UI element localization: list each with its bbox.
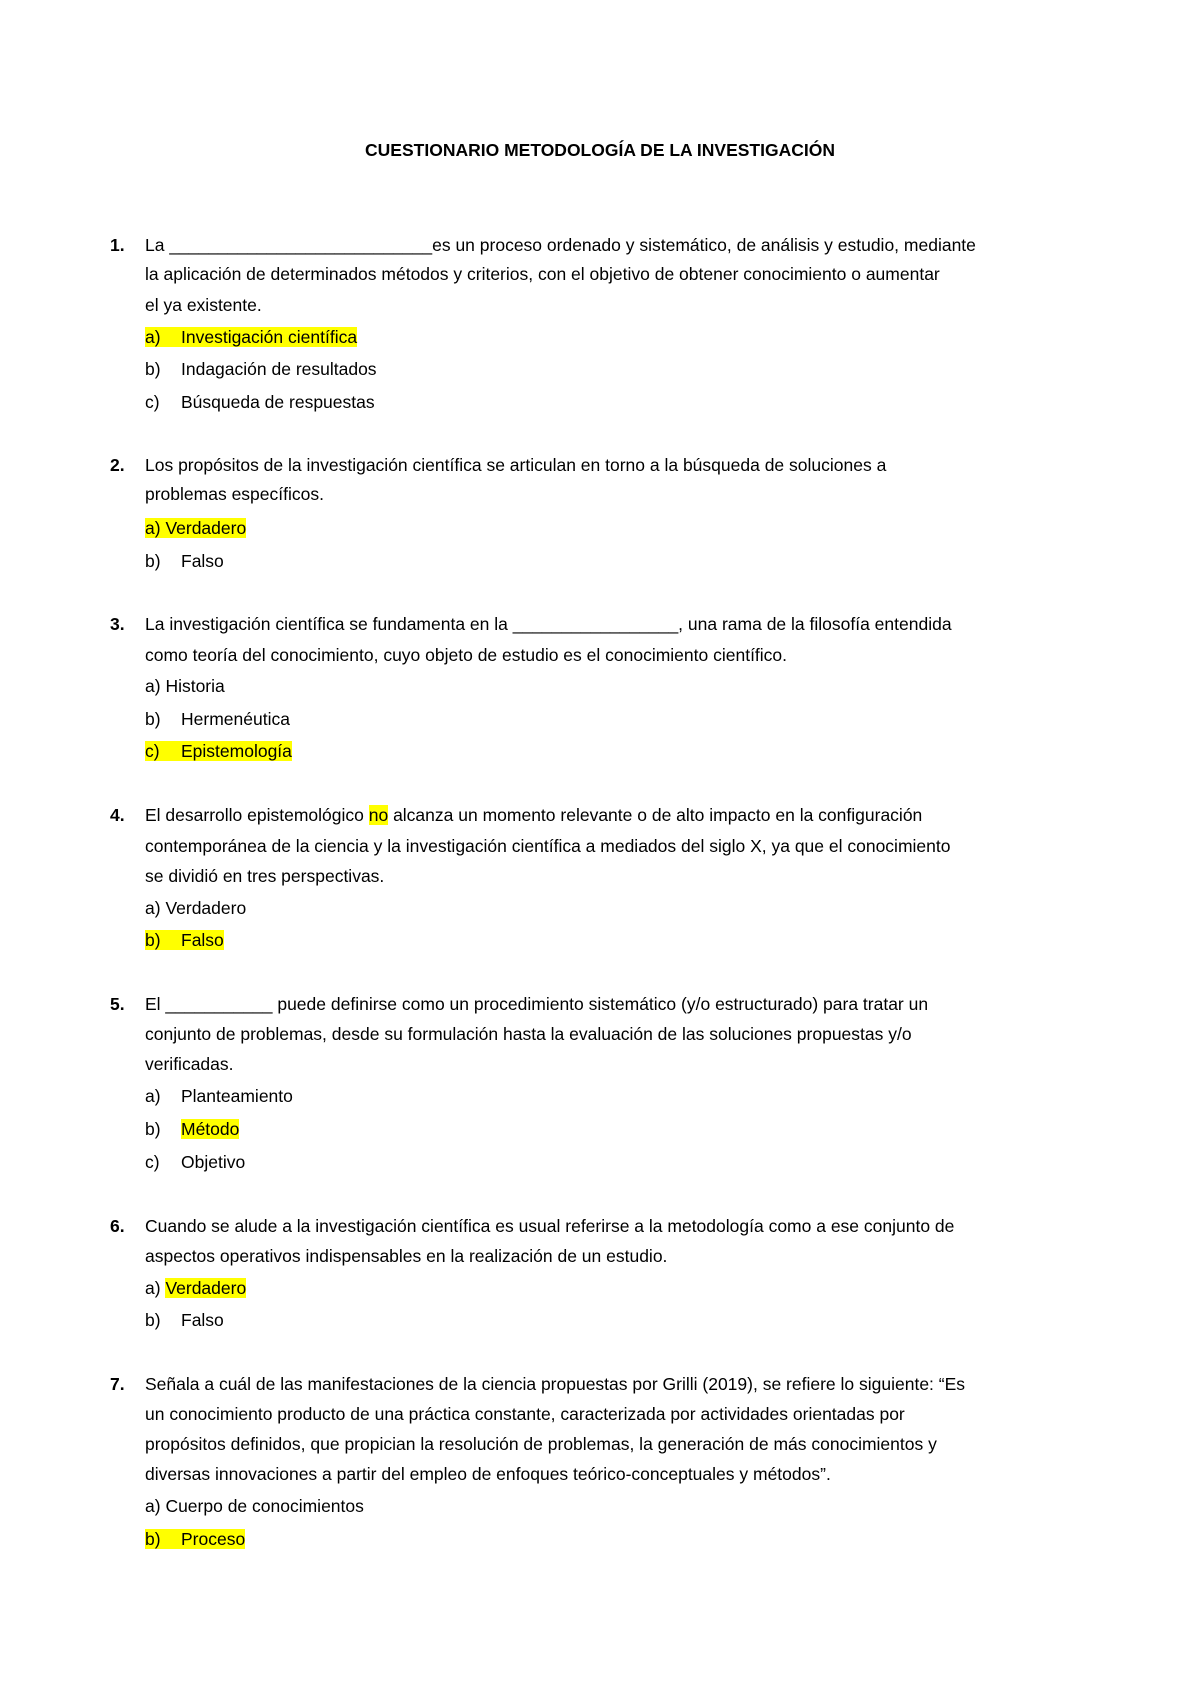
question-3-option-c bbox=[145, 739, 292, 763]
question-3-option-b: b) Hermenéutica bbox=[145, 709, 290, 729]
question-number: 5. bbox=[110, 994, 125, 1014]
question-7-line-2: un conocimiento producto de una práctica constante, caracterizada por actividades orientadas por bbox=[145, 1404, 905, 1424]
question-3-option-a: a) Historia bbox=[145, 676, 225, 696]
question-number: 3. bbox=[110, 614, 125, 634]
question-1-option-c: c) Búsqueda de respuestas bbox=[145, 392, 375, 412]
question-7-line-4: diversas innovaciones a partir del empleo de enfoques teórico-conceptuales y métodos”. bbox=[145, 1464, 831, 1484]
question-4-option-b bbox=[145, 928, 224, 952]
question-6-option-b: b) Falso bbox=[145, 1310, 224, 1330]
question-4-line-2: contemporánea de la ciencia y la investigación científica a mediados del siglo X, ya que el conocimiento bbox=[145, 836, 951, 856]
question-5-line-1: El ___________ puede definirse como un procedimiento sistemático (y/o estructurado) para tratar un bbox=[145, 994, 929, 1014]
question-5-line-2: conjunto de problemas, desde su formulación hasta la evaluación de las soluciones propuestas y/o bbox=[145, 1024, 912, 1044]
word-highlight: no bbox=[368, 805, 389, 825]
answer-highlight: c) Epistemología bbox=[145, 741, 292, 761]
question-6-option-a: a) Verdadero bbox=[145, 1278, 247, 1298]
question-number: 7. bbox=[110, 1374, 125, 1394]
question-4-line-3: se dividió en tres perspectivas. bbox=[145, 866, 385, 886]
question-6-line-1: Cuando se alude a la investigación científica es usual referirse a la metodología como a ese conjunto de bbox=[145, 1216, 955, 1236]
question-2-option-a bbox=[145, 516, 246, 540]
question-7-option-a: a) Cuerpo de conocimientos bbox=[145, 1496, 364, 1516]
question-6-line-2: aspectos operativos indispensables en la realización de un estudio. bbox=[145, 1246, 668, 1266]
answer-highlight: a) Verdadero bbox=[145, 518, 247, 538]
answer-highlight: b) Proceso bbox=[145, 1529, 246, 1549]
question-4-option-a: a) Verdadero bbox=[145, 898, 247, 918]
question-number: 2. bbox=[110, 455, 125, 475]
question-1-line-1: La ___________________________es un proceso ordenado y sistemático, de análisis y estudio, mediante bbox=[145, 235, 976, 255]
question-4-line-1: El desarrollo epistemológico no alcanza un momento relevante o de alto impacto en la configuración bbox=[145, 805, 923, 825]
answer-highlight: a) Investigación científica bbox=[145, 327, 358, 347]
answer-highlight: b) Falso bbox=[145, 930, 224, 950]
question-3-line-2: como teoría del conocimiento, cuyo objeto de estudio es el conocimiento científico. bbox=[145, 645, 788, 665]
question-number: 1. bbox=[110, 235, 125, 255]
question-5-option-a: a) Planteamiento bbox=[145, 1086, 293, 1106]
question-1-line-2: la aplicación de determinados métodos y criterios, con el objetivo de obtener conocimiento o aumentar bbox=[145, 264, 940, 284]
question-7-option-b bbox=[145, 1527, 245, 1551]
question-5-option-b: b) Método bbox=[145, 1119, 240, 1139]
question-7-line-3: propósitos definidos, que propician la resolución de problemas, la generación de más conocimientos y bbox=[145, 1434, 937, 1454]
answer-highlight: Método bbox=[181, 1119, 240, 1139]
question-1-line-3: el ya existente. bbox=[145, 295, 262, 315]
question-number: 6. bbox=[110, 1216, 125, 1236]
answer-highlight: Verdadero bbox=[165, 1278, 247, 1298]
question-2-line-1: Los propósitos de la investigación científica se articulan en torno a la búsqueda de soluciones a bbox=[145, 455, 887, 475]
question-2-option-b: b) Falso bbox=[145, 551, 224, 571]
question-1-option-b: b) Indagación de resultados bbox=[145, 359, 377, 379]
question-5-option-c: c) Objetivo bbox=[145, 1152, 246, 1172]
question-3-line-1: La investigación científica se fundamenta en la _________________, una rama de la filosofía entendida bbox=[145, 614, 952, 634]
question-2-line-2: problemas específicos. bbox=[145, 484, 324, 504]
question-number: 4. bbox=[110, 805, 125, 825]
question-1-option-a bbox=[145, 325, 357, 349]
question-7-line-1: Señala a cuál de las manifestaciones de la ciencia propuestas por Grilli (2019), se refiere lo siguiente: “Es bbox=[145, 1374, 966, 1394]
question-5-line-3: verificadas. bbox=[145, 1054, 234, 1074]
document-title: CUESTIONARIO METODOLOGÍA DE LA INVESTIGACIÓN bbox=[365, 140, 835, 160]
